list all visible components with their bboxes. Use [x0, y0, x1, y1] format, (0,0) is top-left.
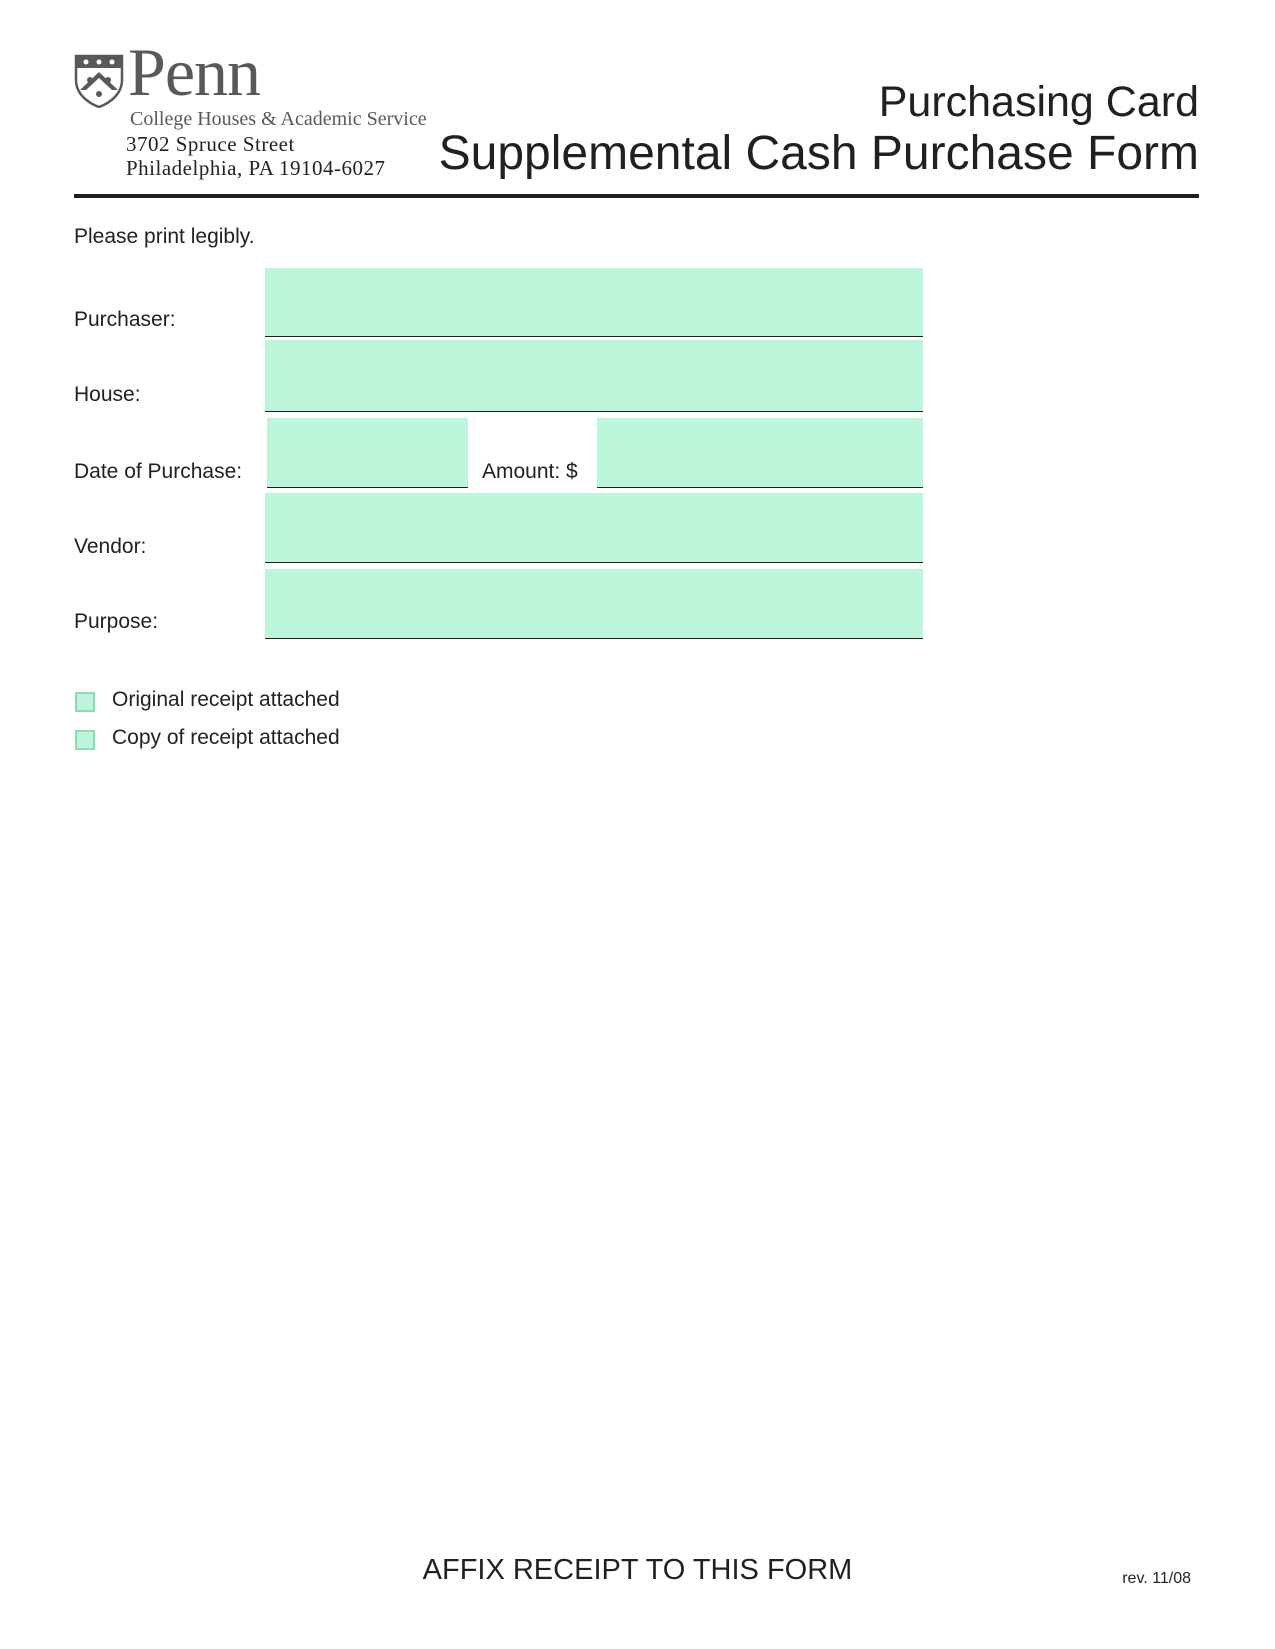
house-label: House: [74, 383, 141, 406]
address-line-1: 3702 Spruce Street [126, 132, 295, 156]
department-name: College Houses & Academic Service [130, 108, 427, 130]
house-field[interactable] [265, 340, 923, 412]
revision-label: rev. 11/08 [1122, 1570, 1191, 1587]
vendor-label: Vendor: [74, 535, 147, 558]
purpose-label: Purpose: [74, 610, 159, 633]
vendor-field[interactable] [265, 493, 923, 563]
date-of-purchase-label: Date of Purchase: [74, 460, 243, 483]
copy-receipt-checkbox[interactable] [75, 730, 95, 750]
affix-receipt-notice: AFFIX RECEIPT TO THIS FORM [422, 1554, 853, 1586]
penn-shield-icon [74, 54, 124, 108]
header-divider [74, 194, 1199, 198]
date-of-purchase-field[interactable] [267, 418, 468, 488]
penn-wordmark: Penn [128, 34, 260, 110]
purpose-field[interactable] [265, 569, 923, 639]
penn-logo-block [74, 34, 454, 182]
address-line-2: Philadelphia, PA 19104-6027 [126, 156, 386, 180]
purchaser-label: Purchaser: [74, 308, 176, 331]
purchaser-field[interactable] [265, 268, 923, 337]
copy-receipt-label: Copy of receipt attached [112, 726, 340, 749]
instructions-text: Please print legibly. [74, 225, 255, 248]
form-title: Supplemental Cash Purchase Form [438, 127, 1199, 180]
original-receipt-checkbox[interactable] [75, 692, 95, 712]
amount-label: Amount: $ [482, 460, 578, 483]
original-receipt-label: Original receipt attached [112, 688, 340, 711]
form-supertitle: Purchasing Card [878, 78, 1199, 126]
amount-field[interactable] [597, 418, 923, 488]
